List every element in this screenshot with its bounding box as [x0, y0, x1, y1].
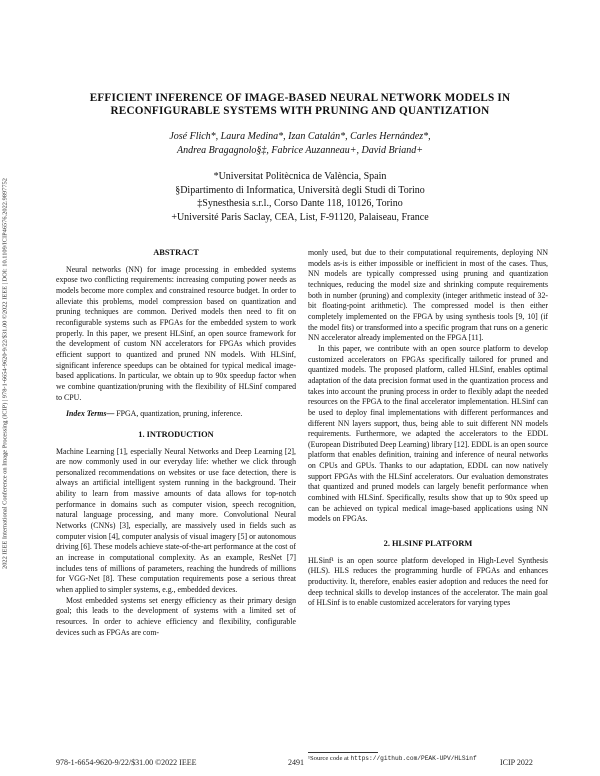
footer-conference: ICIP 2022 [500, 758, 533, 767]
side-doi-text: 2022 IEEE International Conference on Image Processing (ICIP) | 978-1-6654-9620-9/22/$31.00 ©2022 IEEE | DOI: 10.1109/ICIP46576.2022.9897752 [1, 178, 9, 569]
paper-title [50, 92, 550, 118]
intro-paragraph-2: Most embedded systems set energy efficiency as their primary design goal; this leads to the development of systems with a limited set of resources. In order to achieve efficiency and flexibility, configurable devices such as FPGAs are com- [56, 595, 296, 637]
affiliation: ‡Synesthesia s.r.l., Corso Dante 118, 10126, Torino [197, 198, 403, 209]
introduction-heading: 1. INTRODUCTION [138, 429, 214, 439]
footnote-label: ¹Source code at [308, 755, 351, 762]
title-line-2: RECONFIGURABLE SYSTEMS WITH PRUNING AND QUANTIZATION [110, 105, 490, 117]
footnote-url[interactable]: https://github.com/PEAK-UPV/HLSinf [350, 755, 477, 762]
right-paragraph-1: monly used, but due to their computational requirements, deploying NN models as-is is either impossible or inefficient in most of the cases. Thus, NN models are typically compressed using pruning and quantization techniques, reducing the model size and shrinking compute requirements both in number (pruning) and complexity (integer arithmetic instead of 32-bit floating-point arithmetic). The compressed model is then either completely implemented on the FPGA by using synthesis tools [9, 10] (if the model fits) or transformed into a specific program that runs on a generic NN accelerator already implemented on the FPGA [11]. [308, 248, 548, 343]
intro-paragraph-1: Machine Learning [1], especially Neural Networks and Deep Learning [2], are now commonly used in our everyday life: whether we click through personalized recommendations on websites or use face detection, there is always an artificial intelligent system running in the background. Their ability to learn from massive amounts of data allows for top-notch performance in domains such as computer vision, speech recognition, natural language processing, and many more. Convolutional Neural Networks (CNNs) [3], especially, are massively used in fields such as computer vision [4], computer analysis of visual imagery [5] or autonomous driving [6]. These models achieve state-of-the-art performance at the cost of an increase in computational complexity. As an example, ResNet [7] includes tens of millions of parameters, reaching the hundreds of millions for VGG-Net [8]. These computation requirements pose a serious threat when applied to simpler systems, e.g., embedded devices. [56, 446, 296, 595]
affiliation: §Dipartimento di Informatica, Università degli Studi di Torino [175, 184, 425, 196]
index-terms-label: Index Terms— [66, 409, 115, 419]
left-column [56, 248, 296, 638]
footnote-rule [308, 752, 378, 753]
author-list [50, 130, 550, 158]
footnote [308, 755, 477, 762]
affiliations [80, 170, 520, 224]
abstract-text: Neural networks (NN) for image processing in embedded systems expose two conflicting requirements: increasing computing power needs as models become more complex and constrained resource budget. In order to alleviate this problems, model compression based on quantization and pruning techniques are common. Derived models then need to fit on reconfigurable systems such as FPGAs for the embedded system to work properly. In this paper, we present HLSinf, an open source framework for the development of custom NN accelerators for FPGAs which provides efficient support to quantized and pruned NN models. With HLSinf, significant inference speedups can be obtained for typical medical image-based applications. In particular, we obtain up to 90x speedup factor when we combine quantization/pruning with the flexibility of HLSinf compared to CPU. [56, 264, 296, 402]
right-column [308, 248, 548, 609]
affiliation: +Université Paris Saclay, CEA, List, F-91120, Palaiseau, France [171, 211, 429, 223]
right-paragraph-2: In this paper, we contribute with an open source platform to develop customized accelerators on FPGAs specifically tailored for pruned and quantized models. The proposed platform, called HLSinf, enables optimal adaptation of the data precision format used in the quantization process and takes into account the pruning process in order to flexibly adapt the needed resources on the FPGA to the final accelerator implementation. HLSinf can be used to deploy final implementations with different performances and different NN layers support, thus, being able to suit different NN models requirements. Furthermore, we adapted the accelerators to the EDDL (European Distributed Deep Learning) library [12]. EDDL is an open source platform that enables definition, training and inference of neural networks on CPUs and GPUs. Thanks to our adaptation, EDDL can now natively support FPGAs with the HLSinf accelerators. Our evaluation demonstrates that quantized and pruned models can largely benefit performance when combined with HLSinf. Specifically, results show that up to 90x speed up can be achieved on typical medical image-based applications using NN models on FPGAs. [308, 343, 548, 524]
title-line-1: EFFICIENT INFERENCE OF IMAGE-BASED NEURAL NETWORK MODELS IN [89, 92, 511, 104]
affiliation: *Universitat Politècnica de València, Spain [213, 171, 387, 182]
footer-isbn: 978-1-6654-9620-9/22/$31.00 ©2022 IEEE [56, 758, 197, 767]
authors-line-1: José Flich*, Laura Medina*, Izan Catalán*, Carles Hernández*, [169, 131, 431, 142]
hlsinf-heading: 2. HLSINF PLATFORM [383, 539, 473, 549]
index-terms-text: FPGA, quantization, pruning, inference. [114, 409, 243, 419]
side-doi-strip [0, 160, 16, 600]
abstract-heading: ABSTRACT [153, 248, 199, 257]
authors-line-2: Andrea Bragagnolo§‡, Fabrice Auzanneau+, David Briand+ [177, 145, 423, 156]
hlsinf-paragraph-1: HLSinf¹ is an open source platform developed in High-Level Synthesis (HLS). HLS reduces the programming hurdle of FPGAs and enhances productivity. It, therefore, enables easier adoption and reduces the need for deep technical skills to develop instances of the accelerator. The main goal of HLSinf is to enable customized accelerators for varying types [308, 555, 548, 608]
footer-page-number: 2491 [288, 758, 304, 767]
index-terms [56, 409, 296, 420]
